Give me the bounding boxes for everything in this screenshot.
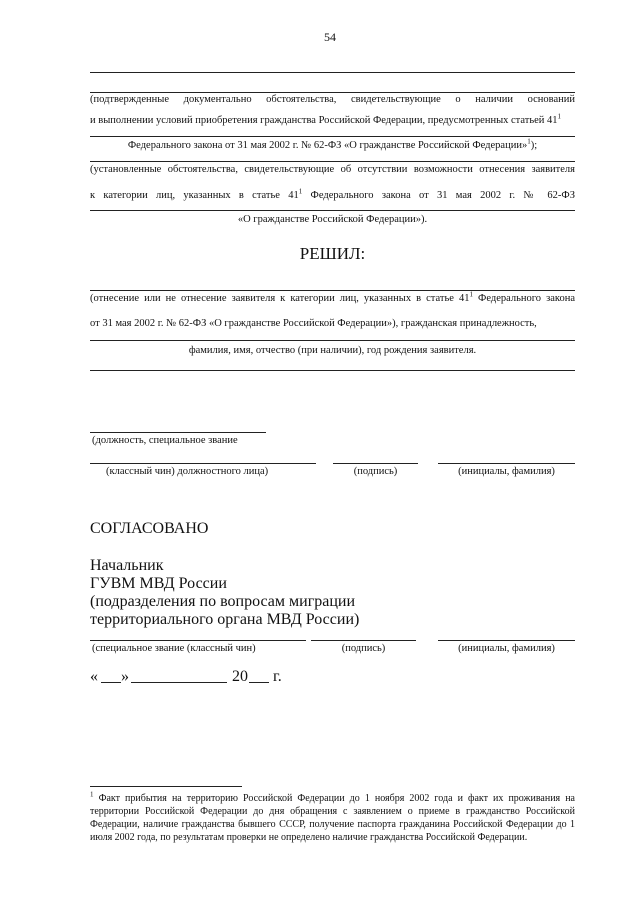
section1-line5-b: Федерального закона от 31 мая 2002 г. № 62-ФЗ	[302, 190, 575, 201]
section1-caption-line3	[90, 139, 575, 153]
fill-line	[90, 161, 575, 162]
approval-line-4: территориального органа МВД России)	[90, 611, 360, 628]
fill-line	[90, 210, 575, 211]
initials-label: (инициалы, фамилия)	[458, 466, 555, 477]
approval-line-3: (подразделения по вопросам миграции	[90, 593, 356, 610]
date-year-suffix: г.	[273, 668, 282, 685]
approval-signature-label: (подпись)	[341, 643, 386, 654]
signature-line	[333, 463, 418, 464]
section2-line1-b: Федерального закона	[473, 293, 576, 304]
section1-line3-text: Федерального закона от 31 мая 2002 г. № 62-ФЗ «О гражданстве Российской Федерации»	[127, 140, 528, 151]
footnote-ref: 1	[469, 290, 473, 299]
decision-heading: РЕШИЛ:	[299, 244, 366, 263]
date-open-quote: «	[90, 668, 98, 685]
position-label: (должность, специальное звание	[92, 435, 238, 446]
section2-line1-a: (отнесение или не отнесение заявителя к категории лиц, указанных в статье 41	[90, 293, 470, 304]
section1-caption-line6: «О гражданстве Российской Федерации»).	[237, 214, 428, 225]
initials-line	[438, 463, 575, 464]
footnote-marker: 1	[90, 790, 94, 799]
section1-caption-line2	[90, 114, 580, 128]
date-year-line	[249, 682, 269, 683]
section2-caption-line3: фамилия, имя, отчество (при наличии), год рождения заявителя.	[188, 345, 477, 356]
fill-line	[90, 370, 575, 371]
position-line	[90, 432, 266, 433]
fill-line	[90, 72, 575, 73]
approval-initials-label: (инициалы, фамилия)	[458, 643, 555, 654]
footnote-ref: 1	[298, 187, 303, 196]
date-month-line	[131, 682, 227, 683]
section1-line5-a: к категории лиц, указанных в статье 41	[90, 190, 299, 201]
footnote-text: Факт прибытия на территорию Российской Федерации до 1 ноября 2002 года и факт их проживания на территории Российской Федерации до дня обращения с заявлением о приеме в гражданство Российской Федерации, наличие гражданства бывшего СССР, получение паспорта гражданина Российской Федерации до 1 июля 2002 года, по результатам проверки не определено наличие гражданства Российской Федерации.	[90, 793, 575, 843]
footnote-ref: 1	[527, 137, 531, 146]
approval-rank-label: (специальное звание (классный чин)	[92, 643, 256, 654]
footnote-separator	[90, 786, 242, 787]
page-number: 54	[324, 30, 336, 44]
section1-line3-tail: );	[530, 140, 538, 151]
section2-caption-line1	[90, 292, 575, 306]
date-close-quote: »	[121, 668, 129, 685]
approval-line-2: ГУВМ МВД России	[90, 575, 227, 592]
date-day-line	[101, 682, 121, 683]
section1-line2-text: и выполнении условий приобретения гражданства Российской Федерации, предусмотренных статьей 41	[90, 115, 558, 126]
approval-heading: СОГЛАСОВАНО	[90, 520, 209, 537]
rank-label: (классный чин) должностного лица)	[106, 466, 269, 477]
footnote	[90, 792, 575, 844]
signature-label: (подпись)	[353, 466, 398, 477]
footnote-ref: 1	[557, 112, 562, 121]
approval-line-1: Начальник	[90, 557, 164, 574]
section1-caption-line4: (установленные обстоятельства, свидетельствующие об отсутствии возможности отнесения заявителя	[90, 164, 575, 175]
initials-line	[438, 640, 575, 641]
fill-line	[90, 136, 575, 137]
rank-line	[90, 463, 316, 464]
signature-line	[311, 640, 416, 641]
fill-line	[90, 340, 575, 341]
rank-line	[90, 640, 306, 641]
fill-line	[90, 290, 575, 291]
date-year-prefix: 20	[232, 668, 248, 685]
section2-caption-line2: от 31 мая 2002 г. № 62-ФЗ «О гражданстве Российской Федерации»), гражданская принадлежность,	[90, 318, 537, 329]
section1-caption-line5	[90, 189, 575, 203]
section1-caption-line1: (подтвержденные документально обстоятельства, свидетельствующие о наличии оснований	[90, 94, 575, 105]
